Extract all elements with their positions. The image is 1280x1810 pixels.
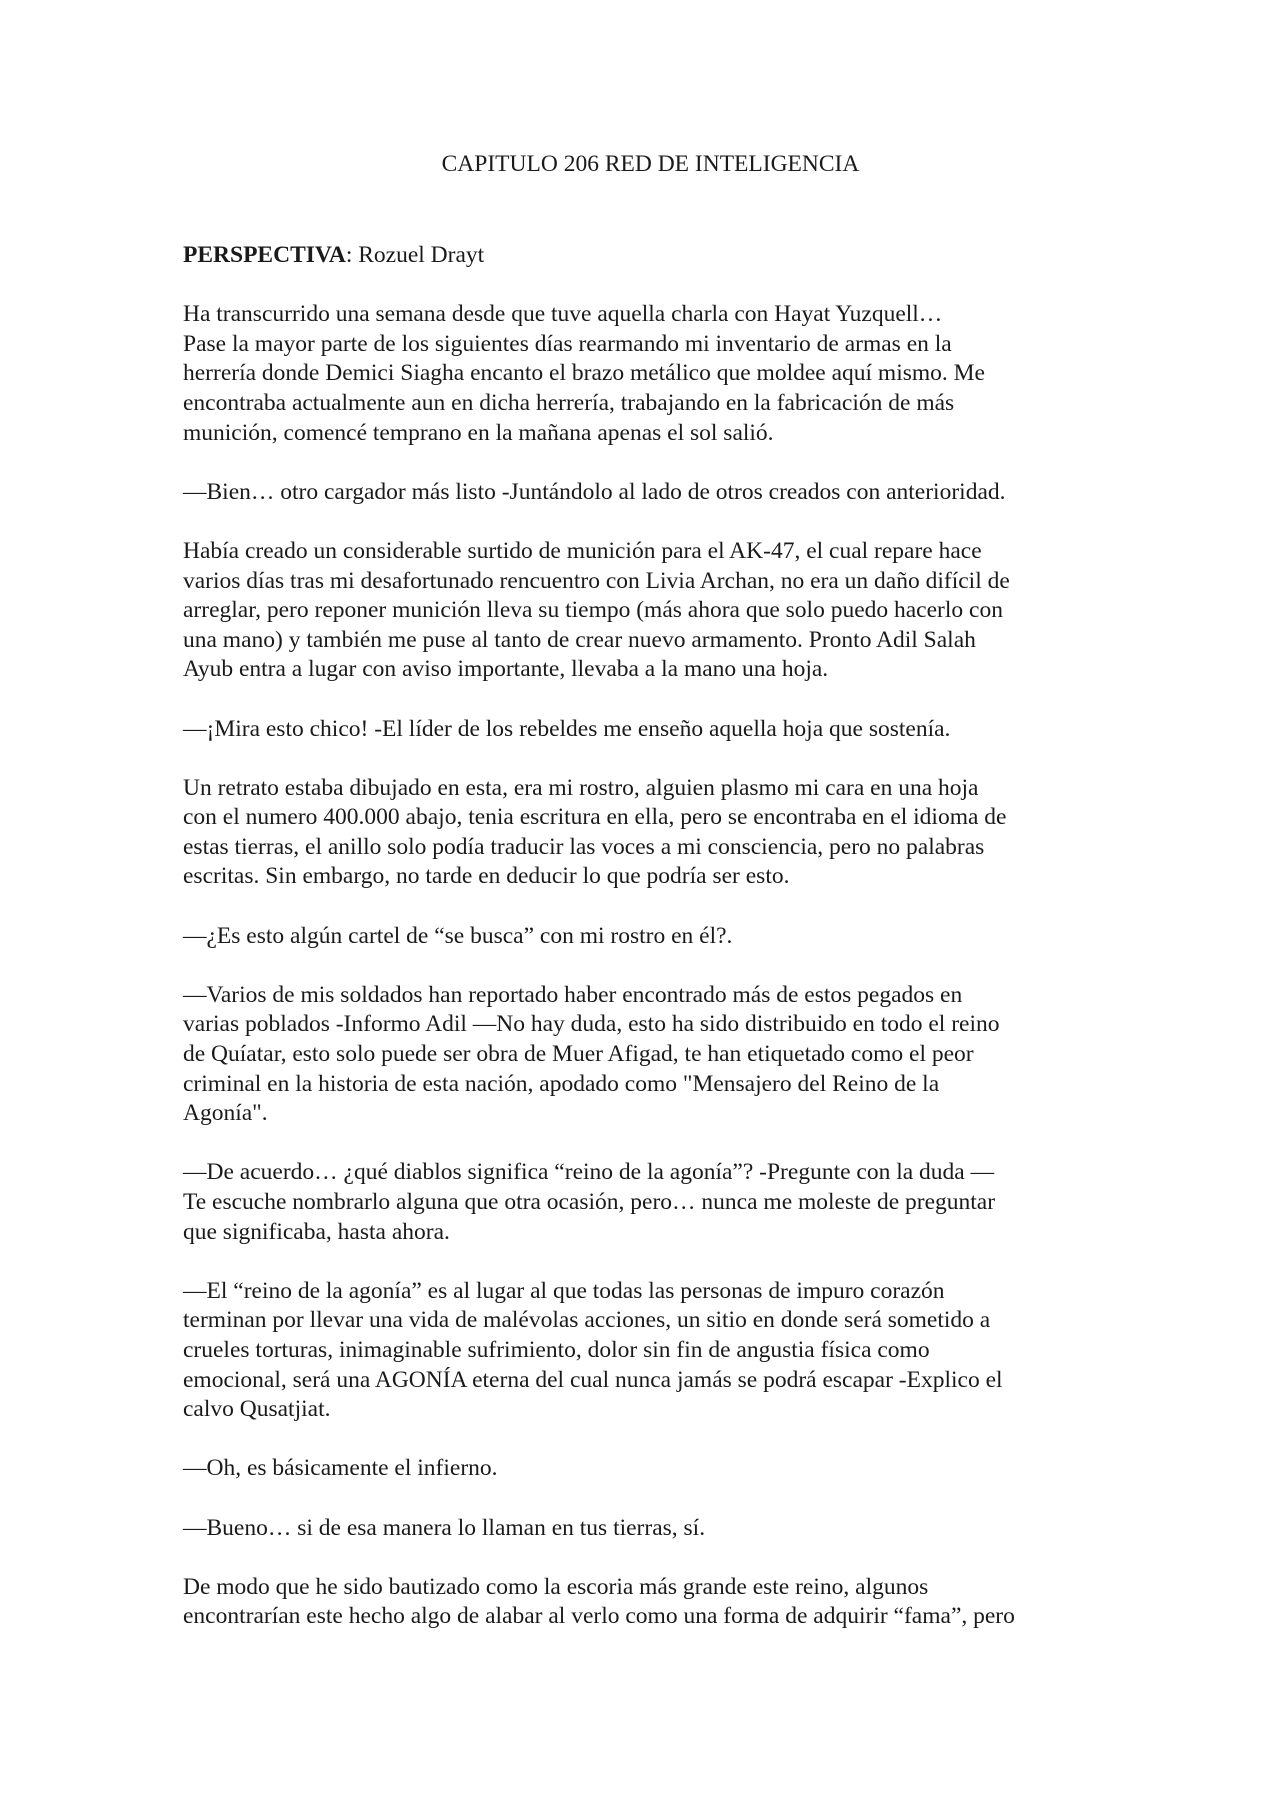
text-line: criminal en la historia de esta nación, apodado como "Mensajero del Reino de la (183, 1070, 940, 1097)
text-line: —De acuerdo… ¿qué diablos significa “reino de la agonía”? -Pregunte con la duda — (183, 1159, 995, 1186)
paragraph (183, 1514, 1098, 1544)
text-line: varios días tras mi desafortunado rencuentro con Livia Archan, no era un daño difícil de (183, 567, 1010, 594)
text-line: —Bueno… si de esa manera lo llaman en tus tierras, sí. (183, 1514, 706, 1541)
text-line: Agonía". (183, 1100, 268, 1127)
text-line: una mano) y también me puse al tanto de crear nuevo armamento. Pronto Adil Salah (183, 626, 976, 653)
text-line: munición, comencé temprano en la mañana apenas el sol salió. (183, 419, 774, 446)
text-line: escritas. Sin embargo, no tarde en deducir lo que podría ser esto. (183, 863, 790, 890)
text-line: terminan por llevar una vida de malévolas acciones, un sitio en donde será sometido a (183, 1307, 991, 1334)
text-line: Había creado un considerable surtido de munición para el AK-47, el cual repare hace (183, 537, 982, 564)
paragraph (183, 1158, 1098, 1247)
body-text (183, 300, 1098, 1632)
text-line: emocional, será una AGONÍA eterna del cual nunca jamás se podrá escapar -Explico el (183, 1366, 1003, 1393)
text-line: —¡Mira esto chico! -El líder de los rebeldes me enseño aquella hoja que sostenía. (183, 715, 951, 742)
text-line: —Varios de mis soldados han reportado haber encontrado más de estos pegados en (183, 981, 963, 1008)
document-page (183, 150, 1098, 1662)
paragraph (183, 1277, 1098, 1425)
text-line: varias poblados -Informo Adil —No hay duda, esto ha sido distribuido en todo el reino (183, 1011, 1000, 1038)
paragraph (183, 715, 1098, 745)
chapter-title: CAPITULO 206 RED DE INTELIGENCIA (441, 151, 860, 177)
text-line: que significaba, hasta ahora. (183, 1218, 450, 1245)
text-line: —Bien… otro cargador más listo -Juntándolo al lado de otros creados con anterioridad. (183, 478, 1006, 505)
text-line: Te escuche nombrarlo alguna que otra ocasión, pero… nunca me moleste de preguntar (183, 1189, 996, 1215)
text-line: herrería donde Demici Siagha encanto el brazo metálico que moldee aquí mismo. Me (183, 360, 985, 387)
paragraph (183, 1454, 1098, 1484)
paragraph (183, 1573, 1098, 1632)
text-line: Pase la mayor parte de los siguientes días rearmando mi inventario de armas en la (183, 330, 952, 357)
text-line: crueles torturas, inimaginable sufrimiento, dolor sin fin de angustia física como (183, 1336, 930, 1363)
text-line: Ha transcurrido una semana desde que tuve aquella charla con Hayat Yuzquell… (183, 301, 943, 328)
text-line: calvo Qusatjiat. (183, 1396, 331, 1423)
paragraph (183, 300, 1098, 448)
perspective-label: PERSPECTIVA (183, 241, 346, 268)
text-line: —El “reino de la agonía” es al lugar al que todas las personas de impuro corazón (183, 1277, 945, 1304)
text-line: de Quíatar, esto solo puede ser obra de Muer Afigad, te han etiquetado como el peor (183, 1041, 974, 1068)
text-line: —¿Es esto algún cartel de “se busca” con mi rostro en él?. (183, 922, 733, 949)
text-line: encontraba actualmente aun en dicha herrería, trabajando en la fabricación de más (183, 389, 955, 416)
perspective-line (183, 241, 1098, 271)
text-line: —Oh, es básicamente el infierno. (183, 1455, 498, 1482)
text-line: encontrarían este hecho algo de alabar al verlo como una forma de adquirir “fama”, pero (183, 1603, 1015, 1630)
text-line: arreglar, pero reponer munición lleva su tiempo (más ahora que solo puedo hacerlo con (183, 597, 1003, 624)
paragraph (183, 478, 1098, 508)
text-line: Un retrato estaba dibujado en esta, era mi rostro, alguien plasmo mi cara en una hoja (183, 774, 979, 801)
paragraph (183, 981, 1098, 1129)
text-line: con el numero 400.000 abajo, tenia escritura en ella, pero se encontraba en el idioma de (183, 804, 1007, 831)
text-line: De modo que he sido bautizado como la escoria más grande este reino, algunos (183, 1573, 929, 1600)
paragraph (183, 537, 1098, 685)
perspective-value: : Rozuel Drayt (345, 241, 485, 268)
paragraph (183, 774, 1098, 892)
text-line: Ayub entra a lugar con aviso importante, llevaba a la mano una hoja. (183, 656, 829, 683)
text-line: estas tierras, el anillo solo podía traducir las voces a mi consciencia, pero no palabras (183, 833, 985, 860)
paragraph (183, 922, 1098, 952)
